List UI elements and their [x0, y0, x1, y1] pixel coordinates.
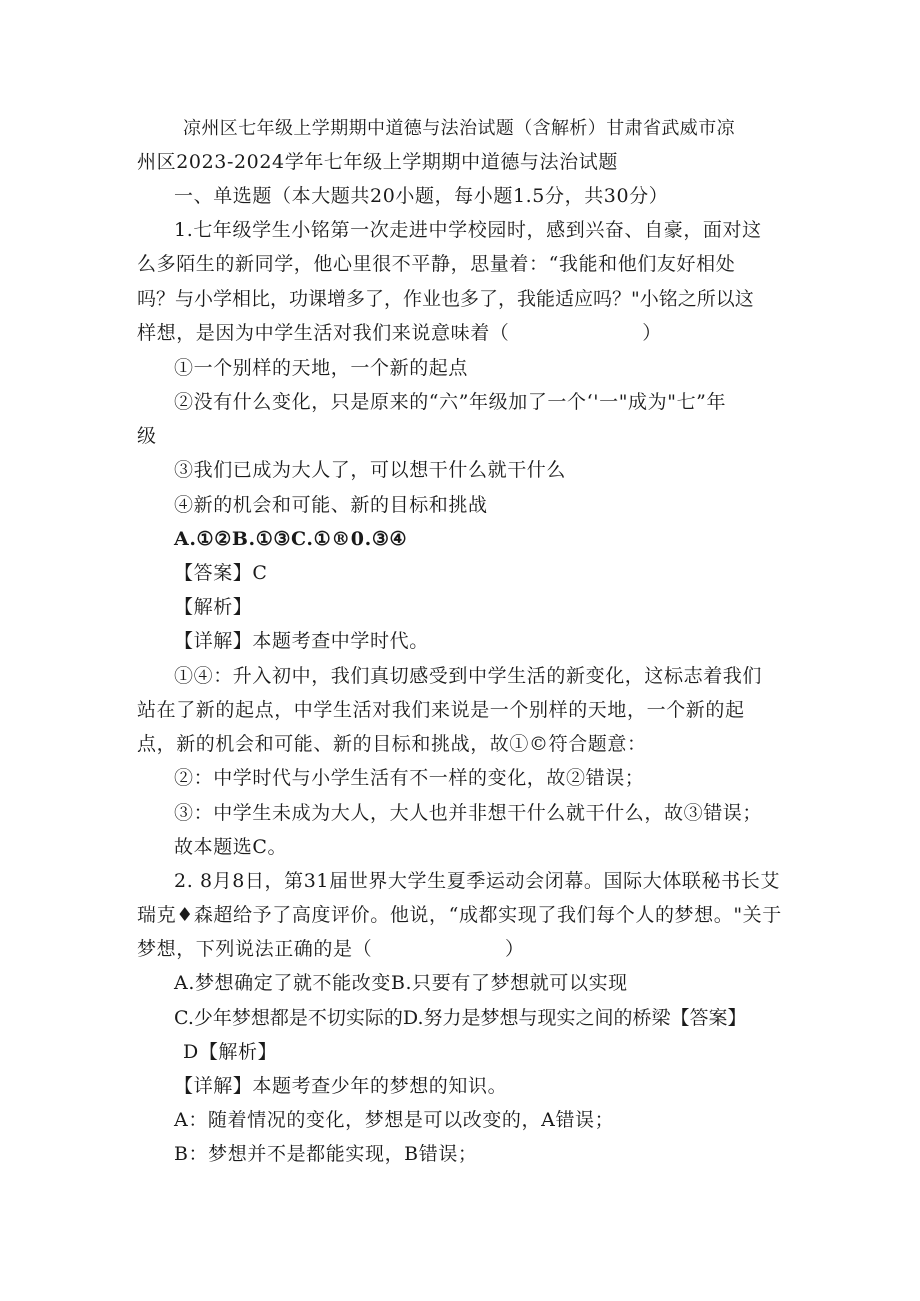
- explain-1-line-2: 站在了新的起点，中学生活对我们来说是一个别样的天地，一个新的起: [137, 699, 745, 721]
- explain-1-line-4: ②：中学时代与小学生活有不一样的变化，故②错误；: [174, 767, 645, 789]
- answer-2: D【解析】: [183, 1041, 278, 1063]
- question-2-line-3: 梦想，下列说法正确的是（ ）: [137, 938, 525, 960]
- explain-1-line-1: ①④：升入初中，我们真切感受到中学生活的新变化，这标志着我们: [174, 665, 763, 687]
- choices-2-cd: C.少年梦想都是不切实际的D.努力是梦想与现实之间的桥梁【答案】: [174, 1007, 747, 1029]
- option-1: ①一个别样的天地，一个新的起点: [174, 357, 469, 379]
- question-2-line-2: 瑞克♦森超给予了高度评价。他说，“成都实现了我们每个人的梦想。"关于: [137, 904, 782, 926]
- option-3: ③我们已成为大人了，可以想干什么就干什么: [174, 459, 567, 481]
- question-1-line-1: 1.七年级学生小铭第一次走进中学校园时，感到兴奋、自豪，面对这: [174, 219, 762, 241]
- question-1-line-3: 吗？与小学相比，功课增多了，作业也多了，我能适应吗？"小铭之所以这: [137, 288, 754, 310]
- explain-1-line-3: 点，新的机会和可能、新的目标和挑战，故①©符合题意：: [137, 733, 647, 755]
- title-line-2: 州区2023-2024学年七年级上学期期中道德与法治试题: [137, 151, 618, 173]
- explain-2-line-b: B：梦想并不是都能实现，B错误；: [174, 1143, 478, 1165]
- option-2: ②没有什么变化，只是原来的“六”年级加了一个‘'一"成为"七”年: [174, 391, 727, 413]
- answer-1: 【答案】C: [174, 562, 268, 584]
- section-heading: 一、单选题（本大题共20小题，每小题1.5分，共30分）: [174, 185, 669, 207]
- title-line-1: 凉州区七年级上学期期中道德与法治试题（含解析）甘肃省武威市凉: [183, 118, 735, 139]
- explain-2-line-a: A：随着情况的变化，梦想是可以改变的，A错误；: [174, 1109, 615, 1131]
- option-4: ④新的机会和可能、新的目标和挑战: [174, 494, 488, 516]
- option-2-cont: 级: [137, 425, 157, 447]
- question-2-line-1: 2. 8月8日，第31届世界大学生夏季运动会闭幕。国际大体联秘书长艾: [174, 870, 780, 892]
- analysis-1-label: 【解析】: [174, 596, 253, 618]
- explain-1-conclusion: 故本题选C。: [174, 836, 288, 858]
- question-1-line-4: 样想，是因为中学生活对我们来说意味着（ ）: [137, 322, 662, 344]
- explain-1-title: 【详解】本题考查中学时代。: [174, 630, 429, 652]
- choices-1: A.①②B.①③C.①®0.③④: [174, 528, 408, 550]
- explain-1-line-5: ③：中学生未成为大人，大人也并非想干什么就干什么，故③错误；: [174, 802, 763, 824]
- choices-2-ab: A.梦想确定了就不能改变B.只要有了梦想就可以实现: [174, 972, 628, 994]
- explain-2-title: 【详解】本题考查少年的梦想的知识。: [174, 1075, 508, 1097]
- question-1-line-2: 么多陌生的新同学，他心里很不平静，思量着：“我能和他们友好相处: [137, 253, 736, 275]
